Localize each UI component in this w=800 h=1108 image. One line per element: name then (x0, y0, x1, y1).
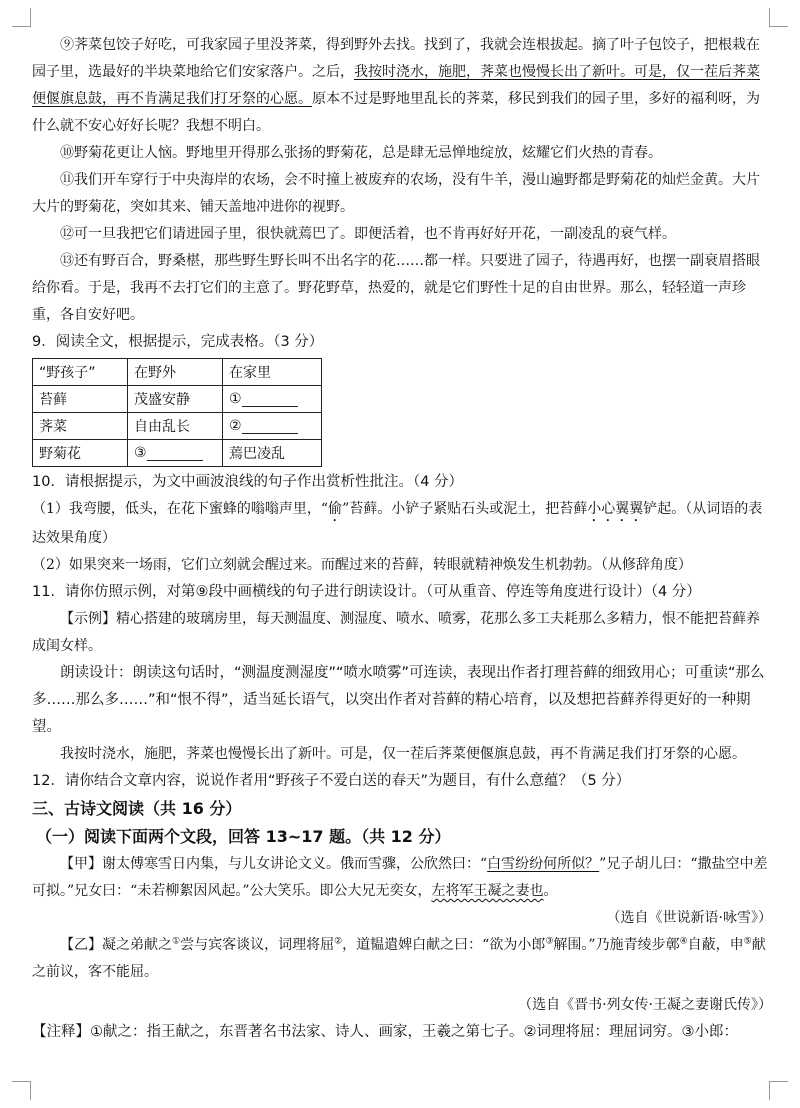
note-marker: ② (334, 936, 343, 947)
text-jia: 【甲】谢太傅寒雪日内集，与儿女讲论文义。俄而雪骤，公欣然曰：“白雪纷纷何所似？”兄子胡儿曰：“撒盐空中差可拟。”兄女曰：“未若柳絮因风起。”公大笑乐。即公大兄无奕女，左将军王凝之妻也。 (32, 856, 768, 899)
paragraph-10: ⑩野菊花更让人恼。野地里开得那么张扬的野菊花，总是肆无忌惮地绽放，炫耀它们火热的青春。 (60, 145, 662, 161)
paragraph-13: ⑬还有野百合，野桑椹，那些野生野长叫不出名字的花……都一样。只要进了园子，待遇再好，也摆一副衰眉搭眼给你看。于是，我再不去打它们的主意了。野花野草，热爱的，就是它们野性十足的自由世界。那么，轻轻道一声珍重，各自安好吧。 (32, 253, 760, 323)
table-cell: 茂盛安静 (128, 386, 223, 413)
emphasized-word: 偷 (328, 501, 343, 517)
paragraph-11: ⑪我们开车穿行于中央海岸的农场，会不时撞上被废弃的农场，没有牛羊，漫山遍野都是野菊花的灿烂金黄。大片大片的野菊花，突如其来、铺天盖地冲进你的视野。 (32, 172, 760, 215)
note-marker: ⑤ (743, 936, 752, 947)
table-header-row (33, 359, 322, 386)
question-9-prompt: 9．阅读全文，根据提示，完成表格。（3 分） (32, 334, 324, 350)
question-11-example: 【示例】精心搭建的玻璃房里，每天测温度、测湿度、喷水、喷雾，花那么多工夫耗那么多精力，恨不能把苔藓养成闺女样。 (32, 611, 760, 654)
answer-blank-line[interactable] (147, 446, 203, 461)
note-marker: ④ (679, 936, 688, 947)
paragraph-12: ⑫可一旦我把它们请进园子里，很快就蔫巴了。即便活着，也不肯再好好开花，一副凌乱的衰气样。 (60, 226, 676, 242)
underlined-phrase: 白雪纷纷何所似？ (487, 856, 600, 872)
underlined-sentence: 我按时浇水，施肥，荠菜也慢慢长出了新叶。可是，仅一茬后荠菜便偃旗息鼓，再不肯满足我们打牙祭的心愿。 (32, 64, 760, 107)
table-cell: 荠菜 (33, 413, 128, 440)
question-12-prompt: 12．请你结合文章内容，说说作者用“野孩子不爱白送的春天”为题目，有什么意蕴？（5 分） (32, 773, 631, 789)
section-3-subtitle: （一）阅读下面两个文段，回答 13~17 题。（共 12 分） (36, 827, 451, 846)
crop-mark (12, 1081, 31, 1100)
table-row (33, 386, 322, 413)
section-3-title: 三、古诗文阅读（共 16 分） (32, 799, 242, 818)
crop-mark (12, 8, 31, 27)
question-11-design: 朗读设计：朗读这句话时，“测温度测湿度”“喷水喷雾”可连读，表现出作者打理苔藓的细致用心；可重读“那么多……那么多……”和“恨不得”，适当延长语气，以突出作者对苔藓的精心培育，以及想把苔藓养得更好的一种期望。 (32, 665, 765, 735)
table-cell: 在野外 (128, 359, 223, 386)
answer-blank-cell[interactable]: ② (223, 413, 322, 440)
text-yi-source: （选自《晋书·列女传·王凝之妻谢氏传》） (518, 997, 772, 1013)
question-10-prompt: 10．请根据提示，为文中画波浪线的句子作出赏析性批注。（4 分） (32, 474, 464, 490)
annotation-notes: 【注释】①献之：指王献之，东晋著名书法家、诗人、画家，王羲之第七子。②词理将屈：理屈词穷。③小郎： (32, 1024, 738, 1040)
question-10-item-2: （2）如果突来一场雨，它们立刻就会醒过来。而醒过来的苔藓，转眼就精神焕发生机勃勃。（从修辞角度） (32, 557, 692, 573)
answer-blank-line[interactable] (242, 419, 298, 434)
table-cell: 苔藓 (33, 386, 128, 413)
table-row (33, 440, 322, 467)
note-marker: ③ (545, 936, 554, 947)
answer-blank-line[interactable] (242, 392, 298, 407)
question-11-target: 我按时浇水，施肥，荠菜也慢慢长出了新叶。可是，仅一茬后荠菜便偃旗息鼓，再不肯满足我们打牙祭的心愿。 (60, 746, 746, 762)
note-marker: ① (172, 936, 181, 947)
table-cell: 自由乱长 (128, 413, 223, 440)
crop-mark (769, 1081, 788, 1100)
page-content (32, 30, 772, 1046)
paragraph-9: ⑨荠菜包饺子好吃，可我家园子里没荠菜，得到野外去找。找到了，我就会连根拔起。摘了叶子包饺子，把根栽在园子里，选最好的半块菜地给它们安家落户。之后，我按时浇水，施肥，荠菜也慢慢长出了新叶。可是，仅一茬后荠菜便偃旗息鼓，再不肯满足我们打牙祭的心愿。原本不过是野地里乱长的荠菜，移民到我们的园子里，多好的福利呀，为什么就不安心好好长呢？我想不明白。 (32, 37, 760, 134)
question-9-table (32, 358, 322, 467)
question-10-item-1: （1）我弯腰，低头，在花下蜜蜂的嗡嗡声里，“偷”苔藓。小铲子紧贴石头或泥土，把苔藓小心翼翼铲起。（从词语的表达效果角度） (32, 501, 763, 546)
table-cell: “野孩子” (33, 359, 128, 386)
table-cell: 蔫巴凌乱 (223, 440, 322, 467)
wavy-underlined-phrase: 左将军王凝之妻也 (431, 883, 544, 899)
table-cell: 野菊花 (33, 440, 128, 467)
question-11-prompt: 11．请你仿照示例，对第⑨段中画横线的句子进行朗读设计。（可从重音、停连等角度进行设计）（4 分） (32, 584, 701, 600)
crop-mark (769, 8, 788, 27)
table-row (33, 413, 322, 440)
text-yi: 【乙】凝之弟献之①尝与宾客谈议，词理将屈②，道韫遣婢白献之曰：“欲为小郎③解围。”乃施青绫步鄣④自蔽，申⑤献之前议，客不能屈。 (32, 936, 766, 980)
answer-blank-cell[interactable]: ① (223, 386, 322, 413)
emphasized-word: 小心翼翼 (587, 501, 644, 517)
answer-blank-cell[interactable]: ③ (128, 440, 223, 467)
table-cell: 在家里 (223, 359, 322, 386)
text-jia-source: （选自《世说新语·咏雪》） (606, 910, 772, 926)
